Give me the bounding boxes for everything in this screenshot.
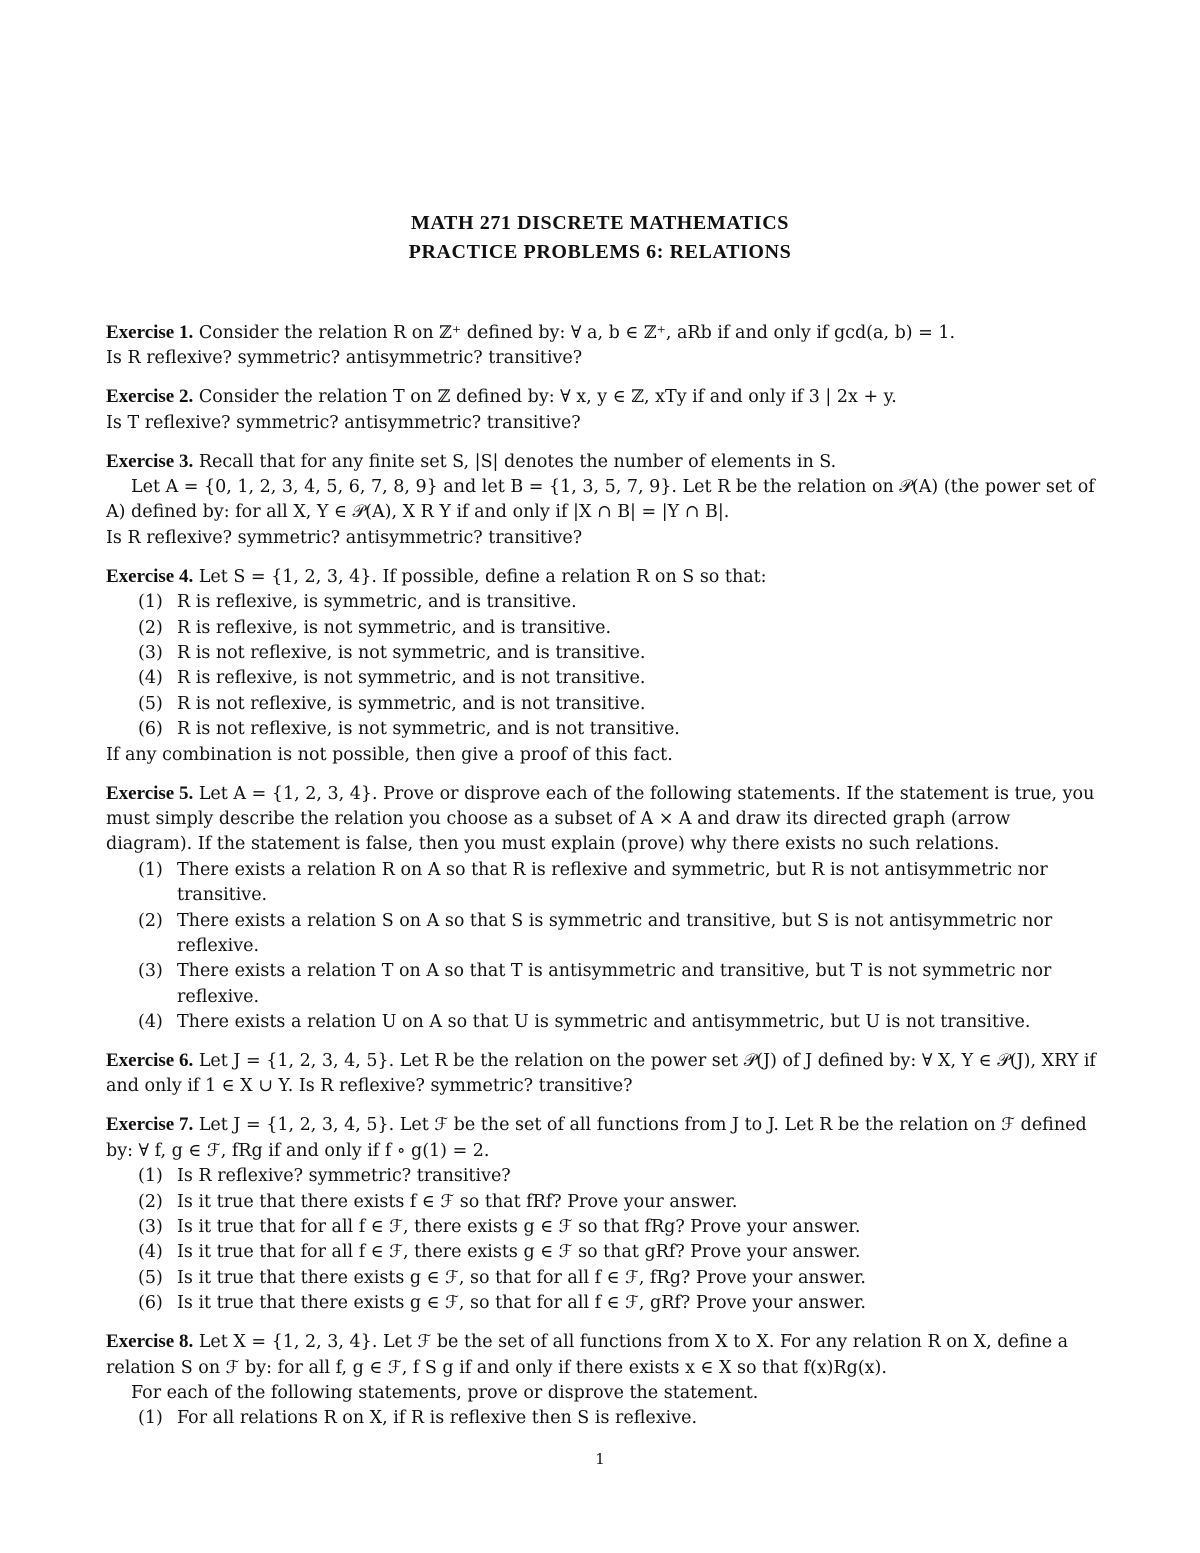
item-text: R is reflexive, is not symmetric, and is transitive. — [177, 617, 612, 638]
item-text: R is not reflexive, is symmetric, and is not transitive. — [177, 693, 646, 714]
exercise-label: Exercise 6. — [106, 1050, 194, 1072]
item-text: Is it true that there exists g ∈ ℱ, so that for all f ∈ ℱ, fRg? Prove your answer. — [177, 1267, 866, 1288]
exercise-label: Exercise 4. — [106, 565, 194, 587]
item-number: (1) — [138, 1166, 163, 1187]
page-number: 1 — [595, 1450, 605, 1468]
item-text: R is not reflexive, is not symmetric, and is not transitive. — [177, 719, 680, 740]
item-list — [106, 1406, 1096, 1431]
list-item — [106, 858, 1096, 909]
exercise-7 — [106, 1112, 1096, 1316]
item-text: For all relations R on X, if R is reflexive then S is reflexive. — [177, 1408, 698, 1429]
list-item — [106, 590, 1096, 615]
item-list — [106, 858, 1096, 1036]
exercise-text: Consider the relation R on ℤ⁺ defined by: ∀ a, b ∈ ℤ⁺, aRb if and only if gcd(a, b) = 1. — [193, 323, 956, 343]
item-text: Is it true that there exists g ∈ ℱ, so that for all f ∈ ℱ, gRf? Prove your answer. — [177, 1293, 866, 1314]
exercise-label: Exercise 8. — [106, 1331, 194, 1353]
list-item — [106, 1010, 1096, 1035]
item-text: Is R reflexive? symmetric? transitive? — [177, 1166, 511, 1187]
item-text: There exists a relation R on A so that R is reflexive and symmetric, but R is not antisymmetric nor transitive. — [177, 859, 1048, 906]
exercise-question: Is R reflexive? symmetric? antisymmetric? transitive? — [106, 527, 583, 548]
item-number: (4) — [138, 1242, 163, 1263]
exercise-question: Is R reflexive? symmetric? antisymmetric? transitive? — [106, 348, 583, 369]
item-number: (1) — [138, 859, 163, 880]
item-number: (2) — [138, 910, 163, 931]
item-text: R is reflexive, is not symmetric, and is not transitive. — [177, 668, 646, 689]
exercise-text: Let J = {1, 2, 3, 4, 5}. Let ℱ be the set of all functions from J to J. Let R be the relation on ℱ defined by: ∀ f, g ∈ ℱ, fRg if and only if f ∘ g(1) = 2. — [106, 1115, 1087, 1161]
item-number: (4) — [138, 1012, 163, 1033]
exercise-2 — [106, 384, 1096, 436]
item-text: R is not reflexive, is not symmetric, and is transitive. — [177, 642, 646, 663]
item-number: (4) — [138, 668, 163, 689]
document-subtitle: PRACTICE PROBLEMS 6: RELATIONS — [408, 241, 792, 263]
item-list — [106, 1164, 1096, 1316]
list-item — [106, 1164, 1096, 1189]
list-item — [106, 1190, 1096, 1215]
exercise-text: For each of the following statements, prove or disprove the statement. — [131, 1382, 759, 1403]
list-item — [106, 717, 1096, 742]
item-number: (1) — [138, 1408, 163, 1429]
exercise-label: Exercise 5. — [106, 782, 194, 804]
exercise-3 — [106, 449, 1096, 552]
item-number: (6) — [138, 719, 163, 740]
exercise-text: Let S = {1, 2, 3, 4}. If possible, define a relation R on S so that: — [193, 566, 767, 587]
exercise-text: Let J = {1, 2, 3, 4, 5}. Let R be the relation on the power set 𝒫(J) of J defined by: ∀ X, Y ∈ 𝒫(J), XRY if and only if 1 ∈ X ∪ Y. Is R reflexive? symmetric? transitive? — [106, 1051, 1096, 1097]
item-number: (2) — [138, 1191, 163, 1212]
list-item — [106, 666, 1096, 691]
item-number: (3) — [138, 1217, 163, 1237]
item-text: Is it true that for all f ∈ ℱ, there exists g ∈ ℱ so that gRf? Prove your answer. — [177, 1242, 861, 1263]
item-text: There exists a relation T on A so that T is antisymmetric and transitive, but T is not symmetric nor reflexive. — [177, 961, 1052, 1007]
exercise-text: Consider the relation T on ℤ defined by: ∀ x, y ∈ ℤ, xTy if and only if 3 | 2x + y. — [193, 387, 897, 408]
list-item — [106, 909, 1096, 960]
list-item — [106, 1291, 1096, 1316]
exercise-list — [106, 320, 1096, 1444]
item-number: (6) — [138, 1293, 163, 1314]
item-text: There exists a relation U on A so that U is symmetric and antisymmetric, but U is not transitive. — [177, 1012, 1031, 1033]
exercise-label: Exercise 1. — [106, 322, 194, 343]
exercise-label: Exercise 2. — [106, 386, 194, 408]
exercise-5 — [106, 781, 1096, 1036]
list-item — [106, 959, 1096, 1010]
exercise-1 — [106, 320, 1096, 372]
list-item — [106, 1240, 1096, 1265]
exercise-text: Let X = {1, 2, 3, 4}. Let ℱ be the set of all functions from X to X. For any relation R on X, define a relation S on ℱ by: for all f, g ∈ ℱ, f S g if and only if there exists x ∈ X so that f(x)Rg(x). — [106, 1332, 1069, 1378]
item-list — [106, 590, 1096, 742]
item-number: (5) — [138, 693, 163, 714]
exercise-8 — [106, 1329, 1096, 1432]
exercise-question: Is T reflexive? symmetric? antisymmetric? transitive? — [106, 412, 581, 433]
list-item — [106, 1266, 1096, 1291]
list-item — [106, 1406, 1096, 1431]
exercise-6 — [106, 1048, 1096, 1100]
item-text: Is it true that for all f ∈ ℱ, there exists g ∈ ℱ so that fRg? Prove your answer. — [177, 1217, 861, 1237]
list-item — [106, 641, 1096, 666]
item-text: There exists a relation S on A so that S is symmetric and transitive, but S is not antisymmetric nor reflexive. — [177, 910, 1053, 956]
item-number: (1) — [138, 592, 163, 613]
exercise-text: Let A = {1, 2, 3, 4}. Prove or disprove each of the following statements. If the statement is true, you must simply describe the relation you choose as a subset of A × A and draw its directed graph (arrow diagram). If the statement is false, then you must explain (prove) why there exists no such relations. — [106, 783, 1095, 855]
item-number: (3) — [138, 961, 163, 982]
exercise-text: Let A = {0, 1, 2, 3, 4, 5, 6, 7, 8, 9} and let B = {1, 3, 5, 7, 9}. Let R be the relation on 𝒫(A) (the power set of A) defined by: for all X, Y ∈ 𝒫(A), X R Y if and only if |X ∩ B| = |Y ∩ B|. — [106, 477, 1095, 523]
list-item — [106, 692, 1096, 717]
exercise-label: Exercise 3. — [106, 450, 194, 472]
exercise-text: If any combination is not possible, then give a proof of this fact. — [106, 744, 673, 765]
list-item — [106, 616, 1096, 641]
exercise-text: Recall that for any finite set S, |S| denotes the number of elements in S. — [193, 451, 837, 472]
item-number: (2) — [138, 617, 163, 638]
item-number: (5) — [138, 1267, 163, 1288]
list-item — [106, 1215, 1096, 1240]
item-number: (3) — [138, 642, 163, 663]
exercise-label: Exercise 7. — [106, 1114, 194, 1136]
item-text: R is reflexive, is symmetric, and is transitive. — [177, 592, 577, 613]
exercise-4 — [106, 564, 1096, 768]
item-text: Is it true that there exists f ∈ ℱ so that fRf? Prove your answer. — [177, 1191, 738, 1212]
document-title: MATH 271 DISCRETE MATHEMATICS — [411, 212, 789, 234]
